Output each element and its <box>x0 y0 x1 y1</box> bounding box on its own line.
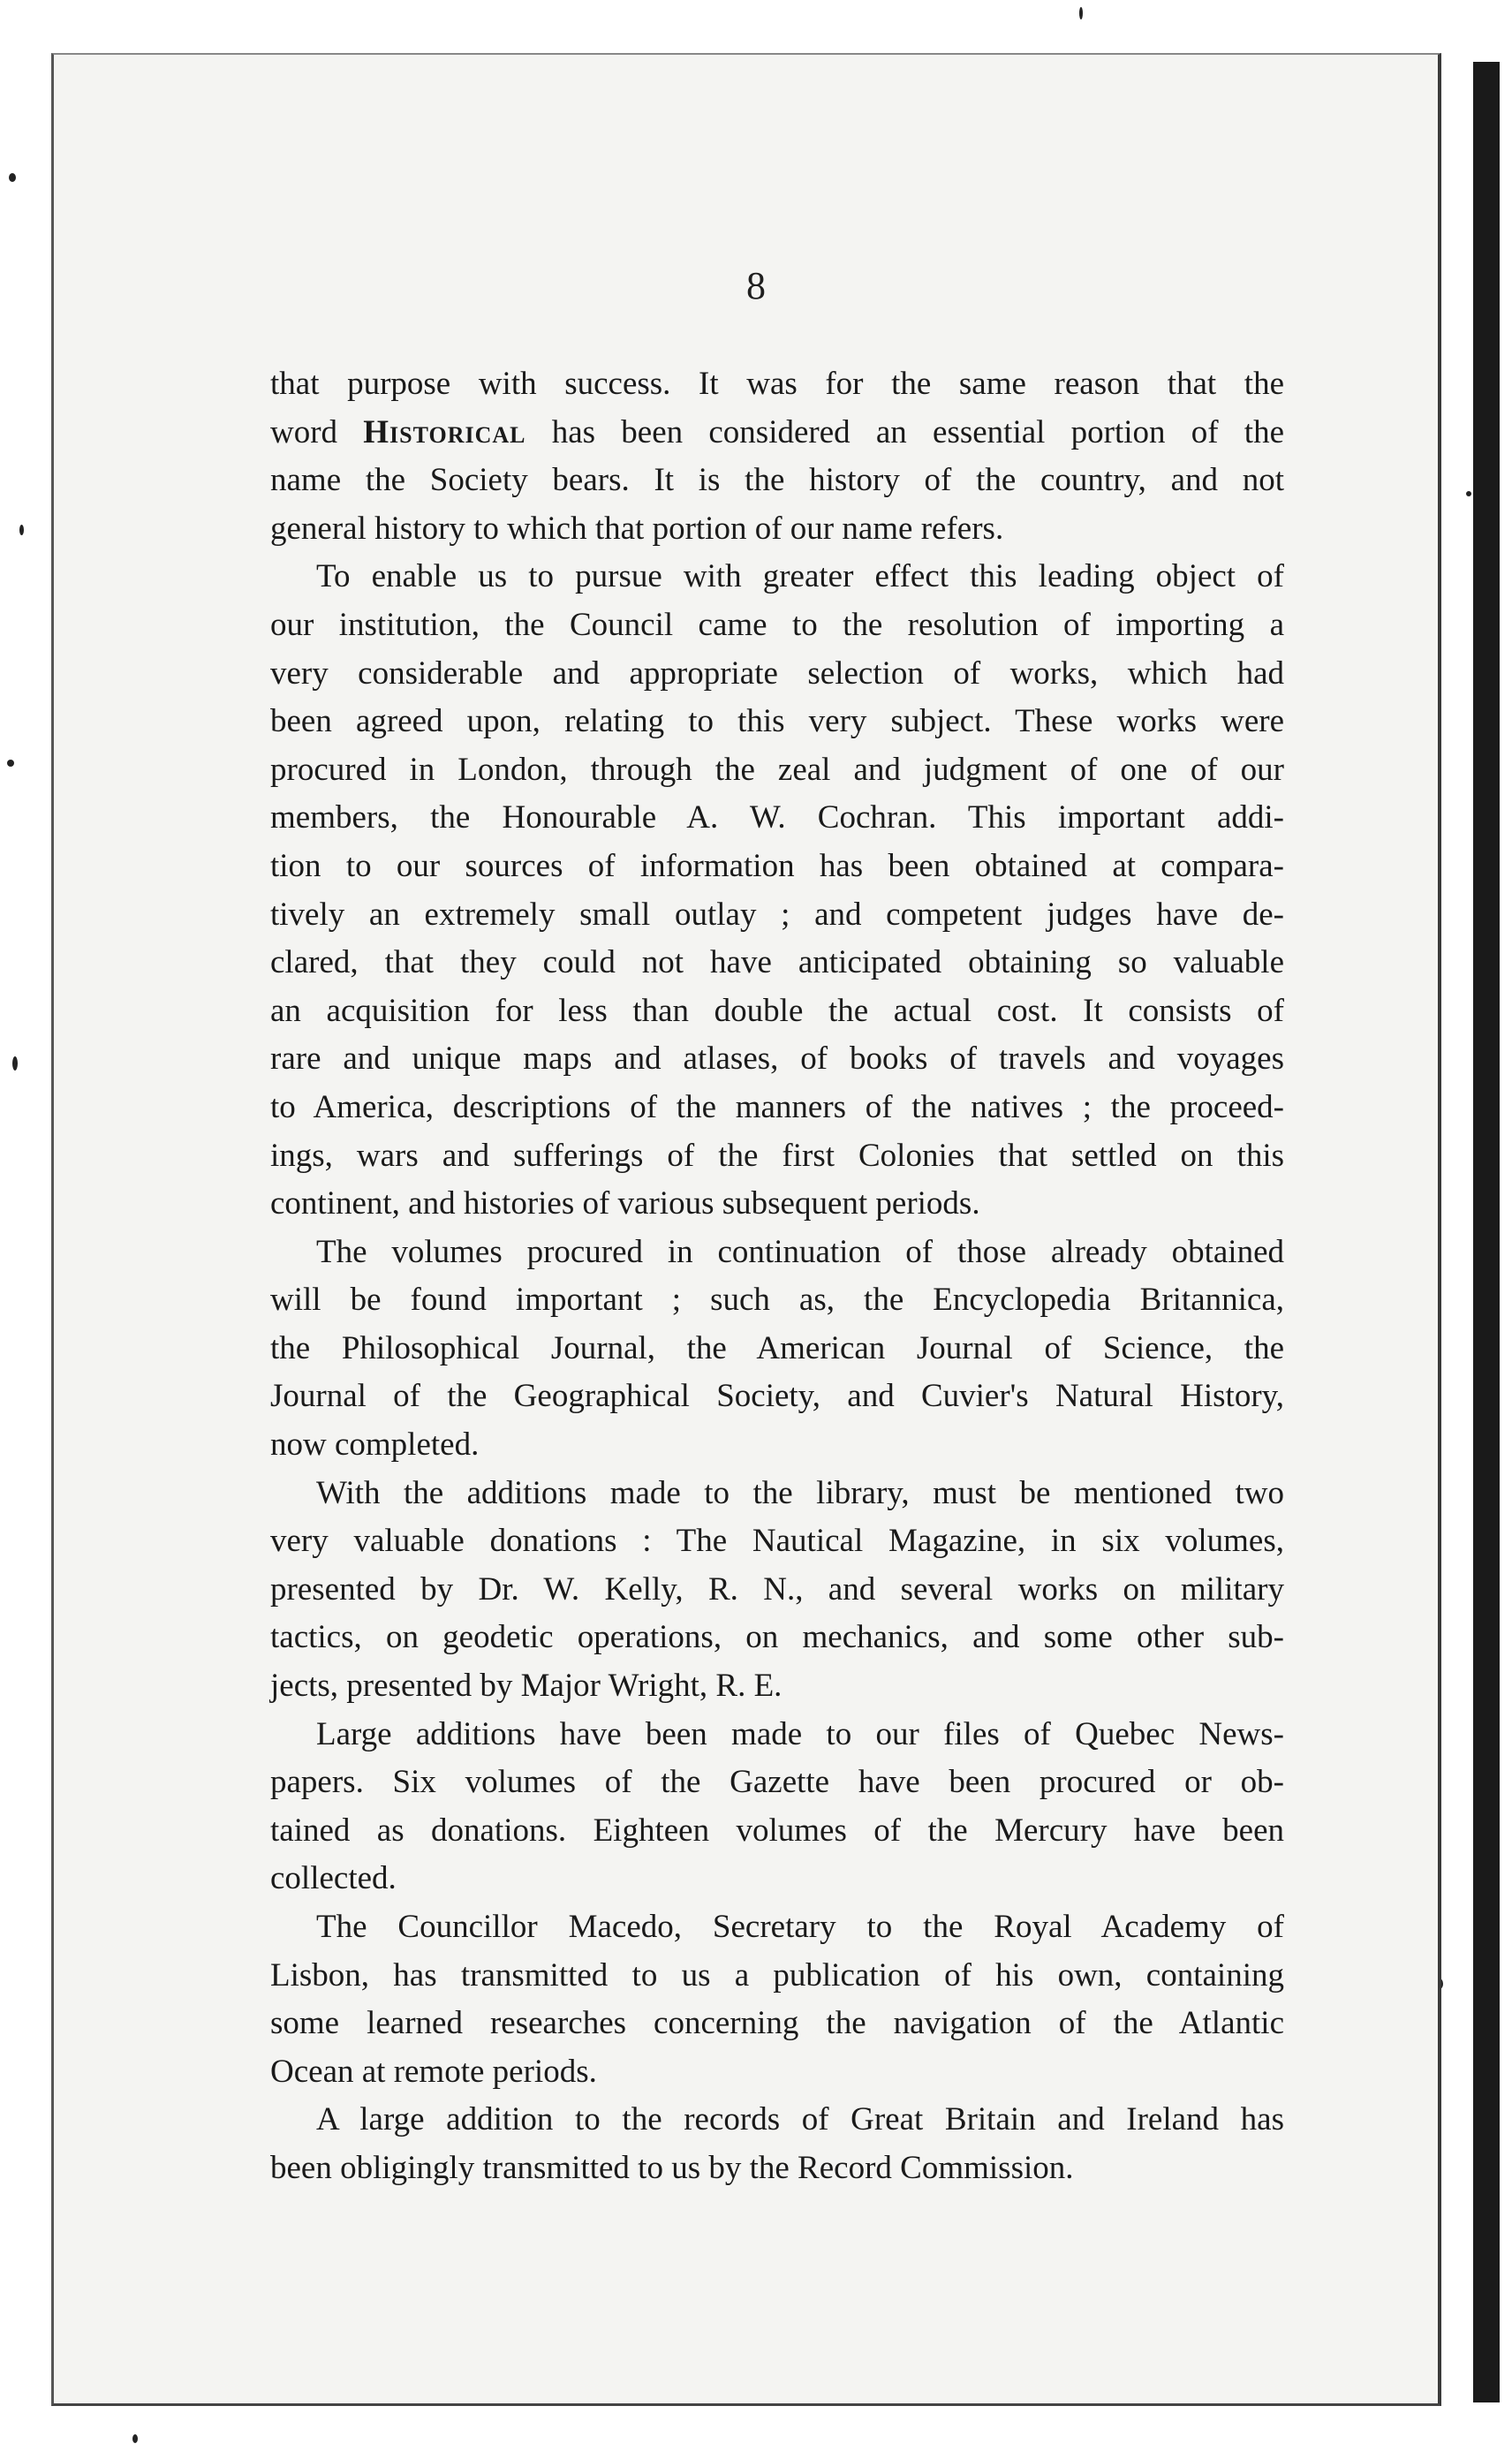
text-line: now completed. <box>270 1426 480 1464</box>
emphasized-word: Historical <box>363 413 526 450</box>
body-text <box>270 360 1284 2193</box>
scan-speck <box>132 2434 138 2443</box>
text-line: very considerable and appropriate selection of works, which had <box>270 654 1284 692</box>
text-line: jects, presented by Major Wright, R. E. <box>270 1668 782 1705</box>
text-line <box>270 409 1284 458</box>
scan-speck <box>1079 7 1083 19</box>
text-line: very valuable donations : The Nautical Magazine, in six volumes, <box>270 1523 1284 1560</box>
text-line: some learned researches concerning the navigation of the Atlantic <box>270 2005 1284 2042</box>
text-line: the Philosophical Journal, the American Journal of Science, the <box>270 1329 1284 1366</box>
text-line: To enable us to pursue with greater effect this leading object of <box>316 558 1284 595</box>
text-line: name the Society bears. It is the history of the country, and not <box>270 462 1284 499</box>
text-line: Ocean at remote periods. <box>270 2053 597 2090</box>
text-line: A large addition to the records of Great Britain and Ireland has <box>316 2101 1284 2138</box>
text-line: been obligingly transmitted to us by the Record Commission. <box>270 2149 1074 2186</box>
text-line: our institution, the Council came to the resolution of importing a <box>270 606 1284 643</box>
text-line: tained as donations. Eighteen volumes of the Mercury have been <box>270 1812 1284 1849</box>
text-line: With the additions made to the library, must be mentioned two <box>316 1474 1284 1511</box>
text-line: Large additions have been made to our files of Quebec News- <box>316 1715 1284 1752</box>
text-line: collected. <box>270 1860 397 1897</box>
text-line: presented by Dr. W. Kelly, R. N., and several works on military <box>270 1570 1284 1608</box>
text-line: been agreed upon, relating to this very subject. These works were <box>270 703 1284 740</box>
text-line: Lisbon, has transmitted to us a publication of his own, containing <box>270 1956 1284 1994</box>
text-line: tively an extremely small outlay ; and competent judges have de- <box>270 896 1284 933</box>
scan-speck <box>9 173 16 182</box>
text-line: will be found important ; such as, the Encyclopedia Britannica, <box>270 1282 1284 1319</box>
text-line: members, the Honourable A. W. Cochran. This important addi- <box>270 799 1284 836</box>
text-line: clared, that they could not have anticipated obtaining so valuable <box>270 944 1284 981</box>
text-line: general history to which that portion of our name refers. <box>270 510 1004 547</box>
scan-speck <box>12 1056 18 1071</box>
text-line: tactics, on geodetic operations, on mechanics, and some other sub- <box>270 1619 1284 1656</box>
scan-speck <box>7 760 14 767</box>
text-line: The Councillor Macedo, Secretary to the Royal Academy of <box>316 1909 1284 1945</box>
text-line: The volumes procured in continuation of those already obtained <box>316 1233 1284 1270</box>
scan-speck <box>19 525 24 535</box>
scan-speck <box>1466 491 1471 496</box>
text-line: ings, wars and sufferings of the first Colonies that settled on this <box>270 1137 1284 1174</box>
text-line-part: has been considered an essential portion of the <box>525 413 1285 450</box>
text-line: to America, descriptions of the manners of the natives ; the proceed- <box>270 1088 1284 1125</box>
text-line: procured in London, through the zeal and judgment of one of our <box>270 751 1284 788</box>
text-line: rare and unique maps and atlases, of books of travels and voyages <box>270 1040 1284 1078</box>
text-line: that purpose with success. It was for the same reason that the <box>270 366 1284 402</box>
text-line: papers. Six volumes of the Gazette have been procured or ob- <box>270 1764 1284 1801</box>
text-line-part: word <box>270 413 364 450</box>
page-number: 8 <box>746 264 766 307</box>
text-line: Journal of the Geographical Society, and Cuvier's Natural History, <box>270 1378 1284 1415</box>
adjacent-page-edge <box>1473 62 1500 2402</box>
text-line: tion to our sources of information has been obtained at compara- <box>270 847 1284 884</box>
text-line: continent, and histories of various subsequent periods. <box>270 1185 980 1222</box>
text-line: an acquisition for less than double the actual cost. It consists of <box>270 992 1284 1029</box>
